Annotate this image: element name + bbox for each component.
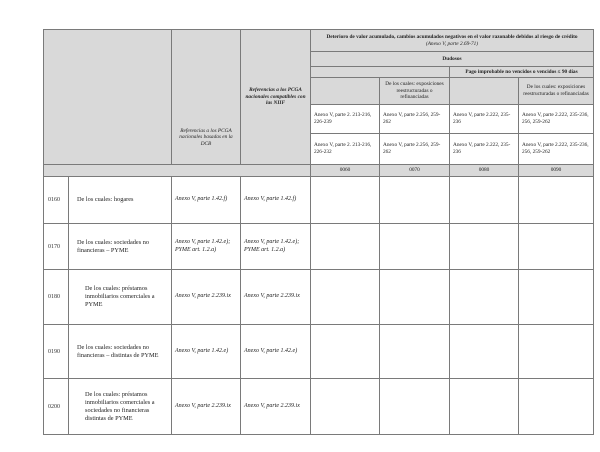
header-main-title bbox=[311, 30, 594, 52]
col-code-0070: 0070 bbox=[409, 167, 420, 174]
data-cell bbox=[519, 325, 594, 379]
row-label: De los cuales: sociedades no financieras – PYME bbox=[77, 238, 150, 254]
header-blank-cell bbox=[44, 30, 172, 165]
ref-col-0070-b: Anexo V, parte 2.256, 259-262 bbox=[383, 142, 441, 155]
row-ref-niif: Anexo V, parte 2.239.ix bbox=[244, 293, 300, 300]
header-dudosos: Dudosos bbox=[311, 52, 594, 67]
ref-col-0060-b: Anexo V, parte 2. 213-216, 226-232 bbox=[314, 142, 372, 155]
row-ref-dcb: Anexo V, parte 1.42.e) bbox=[175, 347, 229, 354]
row-code: 0160 bbox=[48, 197, 60, 203]
main-subtitle: (Anexo V, parte 2.69-71) bbox=[425, 41, 479, 47]
ref-col-0080-b: Anexo V, parte 2.222, 235-236 bbox=[453, 142, 511, 155]
row-ref-dcb: Anexo V, parte 1.42.f) bbox=[175, 196, 228, 203]
data-cell bbox=[450, 270, 519, 325]
row-ref-niif: Anexo V, parte 1.42.e); PYME art. 1.2.a) bbox=[244, 239, 300, 253]
data-cell bbox=[519, 224, 594, 270]
row-label: De los cuales: hogares bbox=[77, 196, 134, 203]
table-row bbox=[44, 224, 594, 270]
header-ref-niif: Referencias a los PCGA nacionales compatibles con las NIIF bbox=[241, 30, 311, 165]
row-ref-dcb: Anexo V, parte 2.239.ix bbox=[175, 402, 231, 409]
data-cell bbox=[380, 325, 450, 379]
row-ref-niif: Anexo V, parte 2.239.ix bbox=[244, 402, 300, 409]
col-code-0090: 0090 bbox=[550, 167, 562, 174]
data-cell bbox=[519, 379, 594, 435]
data-cell bbox=[311, 177, 380, 224]
row-ref-niif: Anexo V, parte 1.42.e) bbox=[244, 347, 298, 354]
col-code-0060: 0060 bbox=[339, 167, 351, 174]
col-code-0080: 0080 bbox=[478, 167, 490, 174]
data-cell bbox=[311, 270, 380, 325]
table-row bbox=[44, 325, 594, 379]
ref-col-0080-a: Anexo V, parte 2.222, 235-236 bbox=[453, 112, 511, 125]
header-blank-sub bbox=[311, 78, 380, 105]
data-cell bbox=[450, 177, 519, 224]
table-row bbox=[44, 270, 594, 325]
data-cell bbox=[380, 379, 450, 435]
data-cell bbox=[380, 224, 450, 270]
header-ref-dcb: Referencias a los PCGA nacionales basadas en la DCB bbox=[172, 30, 241, 165]
row-label: De los cuales: préstamos inmobiliarios comerciales a PYME bbox=[85, 285, 155, 308]
ref-col-0090-b: Anexo V, parte 2.222, 235-236, 256, 259-262 bbox=[522, 142, 589, 155]
row-ref-dcb: Anexo V, parte 2.239.ix bbox=[175, 293, 231, 300]
ref-col-0090-a: Anexo V, parte 2.222, 235-236, 256, 259-262 bbox=[522, 112, 589, 125]
row-code: 0180 bbox=[48, 294, 60, 300]
data-cell bbox=[519, 270, 594, 325]
header-pago-improbable: Pago improbable no vencidos o vencidos ≤ 90 días bbox=[450, 67, 594, 78]
reporting-table bbox=[43, 29, 594, 435]
table-row bbox=[44, 177, 594, 224]
table-row bbox=[44, 379, 594, 435]
data-cell bbox=[450, 379, 519, 435]
row-code: 0190 bbox=[48, 348, 60, 355]
data-cell bbox=[311, 224, 380, 270]
row-code: 0170 bbox=[48, 243, 60, 250]
data-cell bbox=[380, 177, 450, 224]
main-title: Deterioro de valor acumulado, cambios acumulados negativos en el valor razonable debidos al riesgo de crédito bbox=[326, 34, 578, 41]
data-cell bbox=[450, 325, 519, 379]
header-blank-sub-2 bbox=[450, 78, 519, 105]
header-sub-reestructuradas-2: De los cuales: exposiciones reestructuradas o refinanciadas bbox=[519, 78, 594, 105]
codes-blank bbox=[44, 165, 311, 177]
data-cell bbox=[519, 177, 594, 224]
row-ref-dcb: Anexo V, parte 1.42.e); PYME art. 1.2.a) bbox=[175, 239, 231, 253]
header-blank-left bbox=[311, 67, 450, 78]
row-label: De los cuales: sociedades no financieras – distintas de PYME bbox=[77, 343, 159, 359]
data-cell bbox=[311, 379, 380, 435]
row-label: De los cuales: préstamos inmobiliarios comerciales a sociedades no financieras distintas de PYME bbox=[85, 390, 155, 422]
data-cell bbox=[380, 270, 450, 325]
header-sub-reestructuradas-1: De los cuales: exposiciones reestructuradas o refinanciadas bbox=[380, 78, 450, 105]
row-code: 0200 bbox=[48, 403, 60, 410]
data-cell bbox=[450, 224, 519, 270]
ref-col-0060-a: Anexo V, parte 2. 213-216, 226-239 bbox=[314, 112, 372, 125]
ref-col-0070-a: Anexo V, parte 2.256, 259-262 bbox=[383, 112, 441, 125]
row-ref-niif: Anexo V, parte 1.42.f) bbox=[244, 196, 297, 203]
data-cell bbox=[311, 325, 380, 379]
